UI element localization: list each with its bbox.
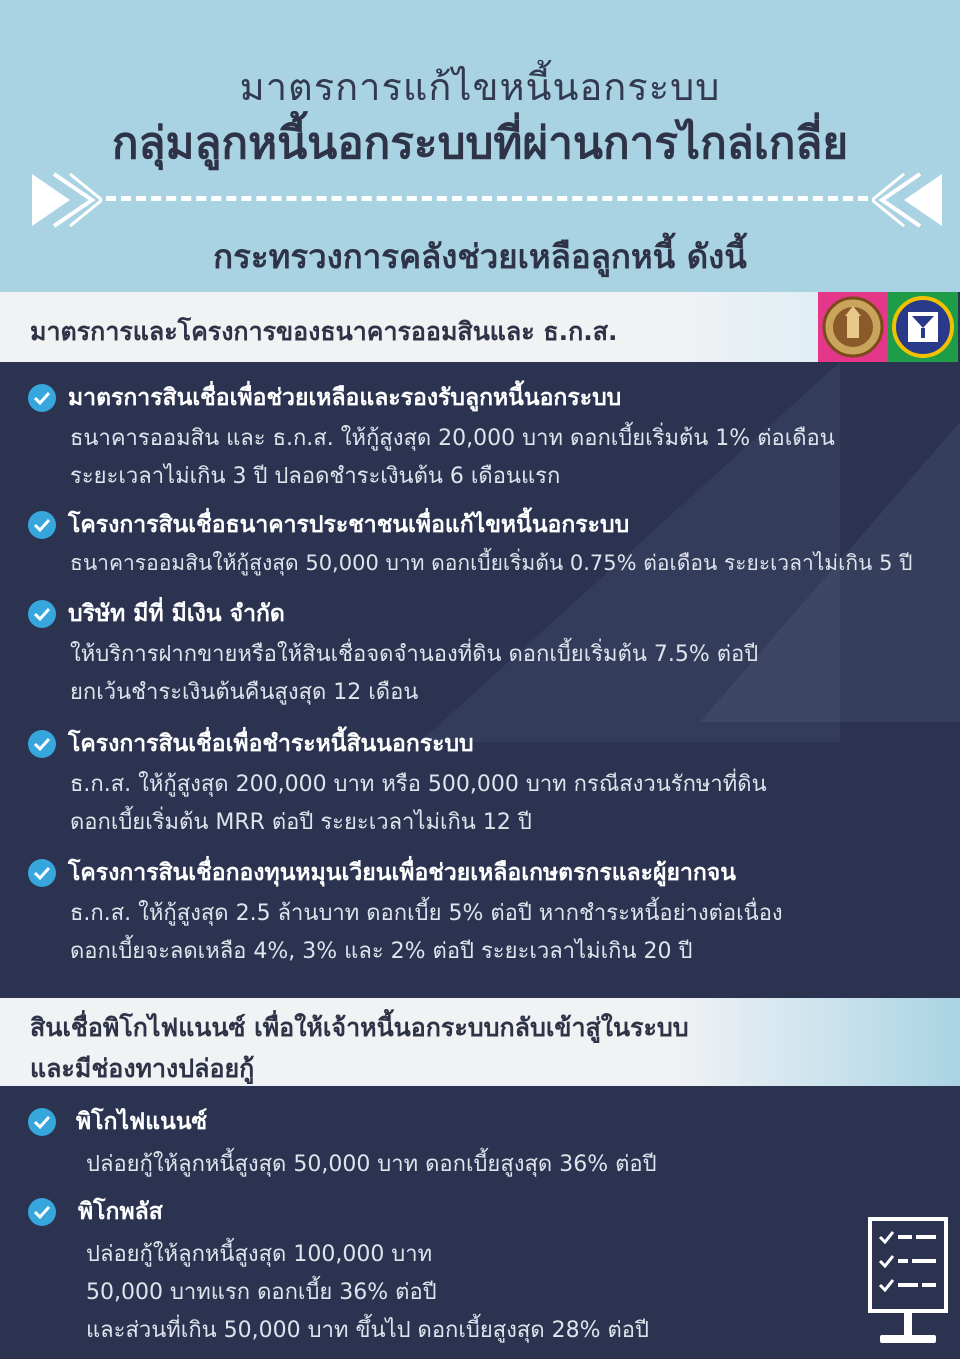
checklist-board-icon bbox=[866, 1215, 950, 1351]
check-icon bbox=[28, 730, 56, 758]
arrow-right-icon bbox=[30, 172, 102, 228]
check-icon bbox=[28, 384, 56, 412]
item-line: ยกเว้นชำระเงินต้นคืนสูงสุด 12 เดือน bbox=[70, 680, 419, 705]
item-title: มาตรการสินเชื่อเพื่อช่วยเหลือและรองรับลูกหนี้นอกระบบ bbox=[68, 385, 622, 411]
section-gap bbox=[0, 970, 960, 1000]
section2-heading-line1: สินเชื่อพิโกไฟแนนซ์ เพื่อให้เจ้าหนี้นอกระบบกลับเข้าสู่ในระบบ bbox=[30, 1013, 689, 1042]
title-line2: กลุ่มลูกหนี้นอกระบบที่ผ่านการไกล่เกลี่ย bbox=[111, 118, 849, 169]
check-icon bbox=[28, 600, 56, 628]
check-icon bbox=[28, 1198, 56, 1226]
item-line: ธนาคารออมสินให้กู้สูงสุด 50,000 บาท ดอกเบี้ยเริ่มต้น 0.75% ต่อเดือน ระยะเวลาไม่เกิน 5 ปี bbox=[70, 551, 913, 575]
item-line: ดอกเบี้ยจะลดเหลือ 4%, 3% และ 2% ต่อปี ระยะเวลาไม่เกิน 20 ปี bbox=[70, 939, 693, 964]
item-line: ดอกเบี้ยเริ่มต้น MRR ต่อปี ระยะเวลาไม่เกิน 12 ปี bbox=[70, 810, 532, 835]
item-title: โครงการสินเชื่อเพื่อชำระหนี้สินนอกระบบ bbox=[68, 731, 474, 757]
title-line1: มาตรการแก้ไขหนี้นอกระบบ bbox=[239, 65, 721, 109]
item-line: และส่วนที่เกิน 50,000 บาท ขึ้นไป ดอกเบี้ยสูงสุด 28% ต่อปี bbox=[86, 1318, 649, 1343]
item-title: พิโกพลัส bbox=[78, 1199, 163, 1225]
dashed-divider bbox=[106, 196, 868, 201]
item-line: ปล่อยกู้ให้ลูกหนี้สูงสุด 100,000 บาท bbox=[86, 1242, 433, 1267]
item-line: ธ.ก.ส. ให้กู้สูงสุด 2.5 ล้านบาท ดอกเบี้ย 5% ต่อปี หากชำระหนี้อย่างต่อเนื่อง bbox=[70, 901, 783, 926]
gsb-logo bbox=[818, 292, 888, 362]
baac-logo bbox=[888, 292, 958, 362]
check-icon bbox=[28, 1108, 56, 1136]
item-title: โครงการสินเชื่อกองทุนหมุนเวียนเพื่อช่วยเหลือเกษตรกรและผู้ยากจน bbox=[68, 860, 736, 886]
item-line: ระยะเวลาไม่เกิน 3 ปี ปลอดชำระเงินต้น 6 เดือนแรก bbox=[70, 464, 561, 489]
item-title: โครงการสินเชื่อธนาคารประชาชนเพื่อแก้ไขหนี้นอกระบบ bbox=[68, 512, 630, 538]
item-line: ธ.ก.ส. ให้กู้สูงสุด 200,000 บาท หรือ 500,000 บาท กรณีสงวนรักษาที่ดิน bbox=[70, 772, 767, 797]
check-icon bbox=[28, 511, 56, 539]
section1-heading: มาตรการและโครงการของธนาคารออมสินและ ธ.ก.ส. bbox=[30, 317, 618, 346]
subtitle: กระทรวงการคลังช่วยเหลือลูกหนี้ ดังนี้ bbox=[213, 237, 747, 276]
item-line: ให้บริการฝากขายหรือให้สินเชื่อจดจำนองที่ดิน ดอกเบี้ยเริ่มต้น 7.5% ต่อปี bbox=[70, 642, 759, 667]
item-line: ธนาคารออมสิน และ ธ.ก.ส. ให้กู้สูงสุด 20,000 บาท ดอกเบี้ยเริ่มต้น 1% ต่อเดือน bbox=[70, 426, 835, 451]
arrow-left-icon bbox=[872, 172, 944, 228]
check-icon bbox=[28, 859, 56, 887]
item-title: บริษัท มีที่ มีเงิน จำกัด bbox=[68, 601, 285, 627]
item-line: 50,000 บาทแรก ดอกเบี้ย 36% ต่อปี bbox=[86, 1280, 437, 1305]
section2-heading-line2: และมีช่องทางปล่อยกู้ bbox=[30, 1054, 255, 1083]
item-line: ปล่อยกู้ให้ลูกหนี้สูงสุด 50,000 บาท ดอกเบี้ยสูงสุด 36% ต่อปี bbox=[86, 1152, 657, 1177]
item-title: พิโกไฟแนนซ์ bbox=[76, 1109, 208, 1135]
